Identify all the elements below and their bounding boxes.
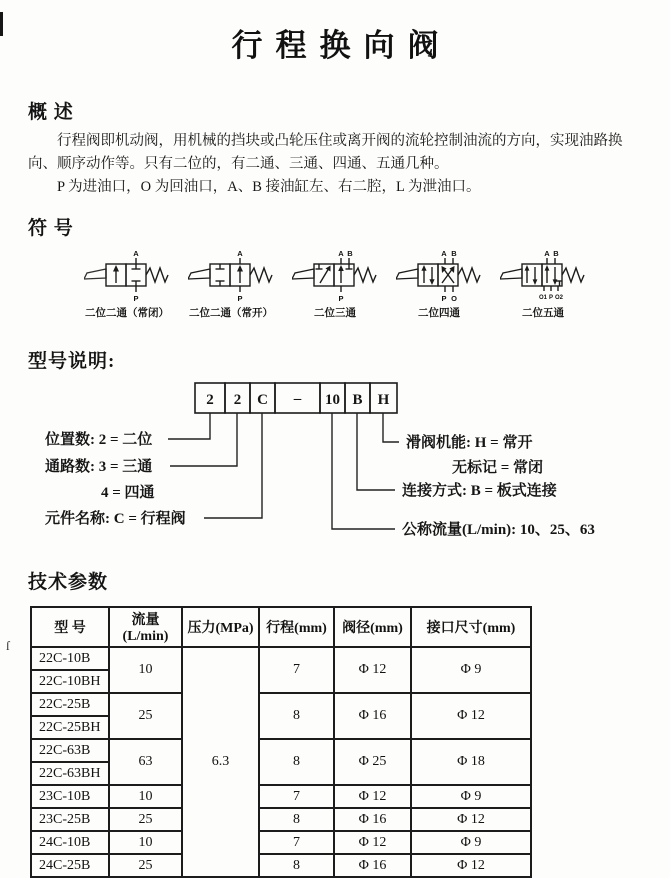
value-cell: Φ 16 bbox=[334, 854, 411, 877]
value-cell: 8 bbox=[259, 693, 334, 739]
column-header: 行程(mm) bbox=[259, 607, 334, 647]
model-number-cell: 23C-25B bbox=[31, 808, 109, 831]
label-spool-function: 滑阀机能: H = 常开 bbox=[406, 435, 533, 451]
table-row bbox=[31, 739, 531, 762]
symbol-caption: 二位五通 bbox=[522, 308, 564, 319]
model-number-cell: 22C-10BH bbox=[31, 670, 109, 693]
table-row bbox=[31, 808, 531, 831]
table-row bbox=[31, 693, 531, 716]
valve-symbols-row bbox=[28, 248, 642, 320]
value-cell: Φ 12 bbox=[411, 693, 531, 739]
svg-text:P: P bbox=[237, 294, 243, 303]
svg-text:O2: O2 bbox=[554, 295, 564, 301]
scan-edge-mark bbox=[0, 12, 3, 36]
valve-symbol-5way bbox=[497, 248, 589, 320]
value-cell: Φ 9 bbox=[411, 831, 531, 854]
value-cell: 10 bbox=[109, 647, 182, 693]
svg-text:P: P bbox=[133, 294, 139, 303]
svg-text:P: P bbox=[338, 294, 344, 303]
value-cell: 8 bbox=[259, 808, 334, 831]
label-connection: 连接方式: B = 板式连接 bbox=[402, 483, 557, 499]
value-cell: Φ 18 bbox=[411, 739, 531, 785]
symbol-caption: 二位二通（常开） bbox=[189, 308, 273, 319]
column-header: 阀径(mm) bbox=[334, 607, 411, 647]
svg-text:P: P bbox=[548, 295, 554, 301]
svg-text:A: A bbox=[338, 249, 344, 258]
value-cell: 8 bbox=[259, 854, 334, 877]
value-cell: 6.3 bbox=[182, 647, 259, 877]
symbol-caption: 二位三通 bbox=[314, 308, 356, 319]
svg-text:A: A bbox=[441, 249, 447, 258]
valve-symbol-2way-nc bbox=[81, 248, 173, 320]
value-cell: Φ 12 bbox=[411, 854, 531, 877]
model-box-flow: 10 bbox=[325, 392, 340, 408]
page-title: 行程换向阀 bbox=[231, 28, 452, 63]
model-heading: 型号说明: bbox=[28, 351, 116, 372]
model-number-cell: 22C-63B bbox=[31, 739, 109, 762]
column-header: 型 号 bbox=[31, 607, 109, 647]
model-number-cell: 22C-63BH bbox=[31, 762, 109, 785]
symbol-caption: 二位二通（常闭） bbox=[85, 308, 169, 319]
table-row bbox=[31, 785, 531, 808]
value-cell: Φ 12 bbox=[334, 831, 411, 854]
model-box-function: H bbox=[377, 392, 390, 408]
model-box-dash: – bbox=[293, 391, 302, 407]
value-cell: 25 bbox=[109, 808, 182, 831]
model-number-cell: 23C-10B bbox=[31, 785, 109, 808]
svg-text:O: O bbox=[451, 294, 457, 303]
label-spool-function-2: 无标记 = 常闭 bbox=[452, 460, 544, 476]
scan-artifact: ſ bbox=[6, 638, 10, 653]
valve-schematic-icon bbox=[396, 248, 482, 304]
table-header-row bbox=[31, 607, 531, 647]
column-header: 压力(MPa) bbox=[182, 607, 259, 647]
label-positions: 位置数: 2 = 二位 bbox=[45, 432, 153, 448]
table-row bbox=[31, 831, 531, 854]
value-cell: Φ 9 bbox=[411, 785, 531, 808]
svg-text:A: A bbox=[544, 249, 550, 258]
value-cell: 25 bbox=[109, 854, 182, 877]
value-cell: 7 bbox=[259, 785, 334, 808]
valve-schematic-icon bbox=[500, 248, 586, 304]
table-row bbox=[31, 647, 531, 670]
value-cell: Φ 12 bbox=[334, 785, 411, 808]
value-cell: Φ 9 bbox=[411, 647, 531, 693]
valve-schematic-icon bbox=[84, 248, 170, 304]
value-cell: 8 bbox=[259, 739, 334, 785]
value-cell: Φ 16 bbox=[334, 693, 411, 739]
model-box-digit: 2 bbox=[233, 392, 242, 408]
value-cell: 7 bbox=[259, 647, 334, 693]
symbol-caption: 二位四通 bbox=[418, 308, 460, 319]
model-number-cell: 22C-25B bbox=[31, 693, 109, 716]
valve-symbol-3way bbox=[289, 248, 381, 320]
model-number-cell: 24C-25B bbox=[31, 854, 109, 877]
model-box-connection: B bbox=[352, 392, 363, 408]
value-cell: Φ 25 bbox=[334, 739, 411, 785]
svg-text:A: A bbox=[237, 249, 243, 258]
svg-text:P: P bbox=[441, 294, 447, 303]
overview-text bbox=[28, 130, 642, 199]
model-number-cell: 22C-10B bbox=[31, 647, 109, 670]
value-cell: 7 bbox=[259, 831, 334, 854]
tech-params-table bbox=[30, 606, 532, 878]
model-number-cell: 22C-25BH bbox=[31, 716, 109, 739]
valve-schematic-icon bbox=[188, 248, 274, 304]
value-cell: 25 bbox=[109, 693, 182, 739]
valve-symbol-4way bbox=[393, 248, 485, 320]
valve-schematic-icon bbox=[292, 248, 378, 304]
value-cell: Φ 12 bbox=[411, 808, 531, 831]
svg-text:B: B bbox=[451, 249, 457, 258]
table-row bbox=[31, 854, 531, 877]
overview-paragraph-2: P 为进油口，O 为回油口，A、B 接油缸左、右二腔，L 为泄油口。 bbox=[57, 179, 481, 195]
svg-text:B: B bbox=[553, 249, 559, 258]
overview-paragraph-1: 行程阀即机动阀，用机械的挡块或凸轮压住或离开阀的流轮控制油流的方向，实现油路换向、顺序动作等。只有二位的，有二通、三通、四通、五通几种。 bbox=[28, 133, 623, 172]
value-cell: Φ 12 bbox=[334, 647, 411, 693]
column-header: 流量(L/min) bbox=[109, 607, 182, 647]
model-box-digit: 2 bbox=[206, 392, 214, 408]
model-code-diagram bbox=[28, 377, 642, 553]
value-cell: Φ 16 bbox=[334, 808, 411, 831]
label-component: 元件名称: C = 行程阀 bbox=[45, 511, 186, 527]
symbols-heading: 符 号 bbox=[28, 218, 74, 239]
model-number-cell: 24C-10B bbox=[31, 831, 109, 854]
label-paths: 通路数: 3 = 三通 bbox=[45, 459, 153, 475]
tech-params-heading: 技术参数 bbox=[28, 572, 109, 593]
svg-text:A: A bbox=[133, 249, 139, 258]
valve-symbol-2way-no bbox=[185, 248, 277, 320]
svg-text:B: B bbox=[347, 249, 353, 258]
value-cell: 10 bbox=[109, 831, 182, 854]
label-paths-2: 4 = 四通 bbox=[101, 485, 155, 501]
label-nominal-flow: 公称流量(L/min): 10、25、63 bbox=[402, 522, 595, 538]
model-box-letter: C bbox=[257, 392, 268, 408]
column-header: 接口尺寸(mm) bbox=[411, 607, 531, 647]
value-cell: 63 bbox=[109, 739, 182, 785]
svg-text:O1: O1 bbox=[538, 295, 548, 301]
overview-heading: 概 述 bbox=[28, 102, 74, 123]
value-cell: 10 bbox=[109, 785, 182, 808]
